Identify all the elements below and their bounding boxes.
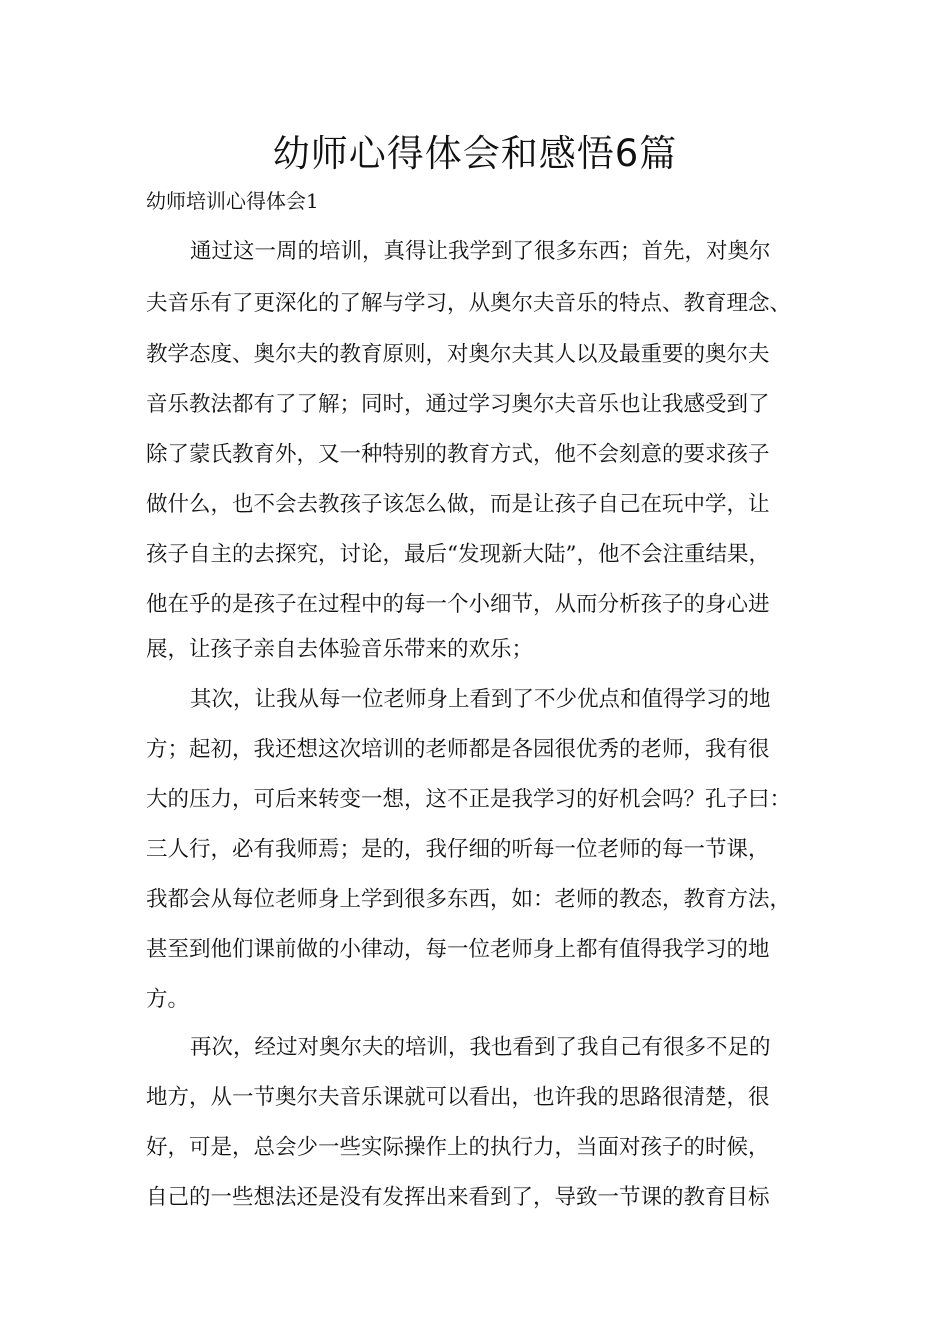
paragraph-line: 大的压力，可后来转变一想，这不正是我学习的好机会吗？孔子曰： (146, 787, 792, 812)
paragraph-line: 他在乎的是孩子在过程中的每一个小细节，从而分析孩子的身心进 (146, 592, 770, 617)
paragraph-line: 通过这一周的培训，真得让我学到了很多东西；首先，对奥尔 (190, 239, 771, 264)
paragraph-line: 我都会从每位老师身上学到很多东西，如：老师的教态，教育方法， (146, 887, 792, 912)
paragraph-line: 其次，让我从每一位老师身上看到了不少优点和值得学习的地 (190, 687, 771, 712)
document-title: 幼师心得体会和感悟6篇 (272, 132, 678, 175)
paragraph-line: 展，让孩子亲自去体验音乐带来的欢乐； (146, 637, 534, 662)
paragraph-line: 方。 (146, 987, 190, 1012)
paragraph-line: 做什么，也不会去教孩子该怎么做，而是让孩子自己在玩中学，让 (146, 492, 770, 517)
paragraph-line: 孩子自主的去探究，讨论，最后“发现新大陆”，他不会注重结果， (146, 542, 770, 567)
paragraph-line: 好，可是，总会少一些实际操作上的执行力，当面对孩子的时候， (146, 1135, 770, 1160)
paragraph-line: 除了蒙氏教育外，又一种特别的教育方式，他不会刻意的要求孩子 (146, 442, 770, 467)
section-heading: 幼师培训心得体会1 (146, 189, 319, 213)
paragraph-line: 方；起初，我还想这次培训的老师都是各园很优秀的老师，我有很 (146, 737, 770, 762)
paragraph-line: 音乐教法都有了了解；同时，通过学习奥尔夫音乐也让我感受到了 (146, 392, 770, 417)
paragraph-line: 夫音乐有了更深化的了解与学习，从奥尔夫音乐的特点、教育理念、 (146, 291, 792, 316)
paragraph-line: 教学态度、奥尔夫的教育原则，对奥尔夫其人以及最重要的奥尔夫 (146, 342, 770, 367)
paragraph-line: 甚至到他们课前做的小律动，每一位老师身上都有值得我学习的地 (146, 937, 770, 962)
paragraph-line: 再次，经过对奥尔夫的培训，我也看到了我自己有很多不足的 (190, 1035, 771, 1060)
paragraph-line: 自己的一些想法还是没有发挥出来看到了，导致一节课的教育目标 (146, 1185, 770, 1210)
paragraph-line: 三人行，必有我师焉；是的，我仔细的听每一位老师的每一节课， (146, 837, 770, 862)
paragraph-line: 地方，从一节奥尔夫音乐课就可以看出，也许我的思路很清楚，很 (146, 1085, 770, 1110)
